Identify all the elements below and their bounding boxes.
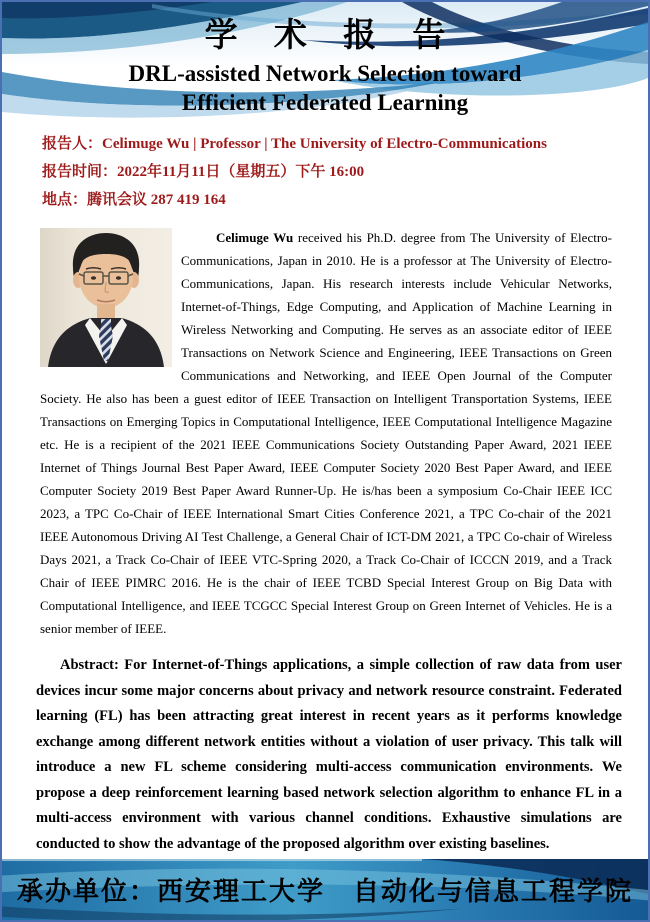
talk-info-block xyxy=(42,130,618,214)
abstract-section xyxy=(36,653,622,857)
time-value: 2022年11月11日（星期五）下午 16:00 xyxy=(117,164,365,180)
speaker-line xyxy=(42,130,618,158)
talk-title-line2: Efficient Federated Learning xyxy=(181,90,469,115)
speaker-label: 报告人： xyxy=(42,136,103,152)
speaker-bio-section xyxy=(40,226,612,640)
speaker-name: Celimuge Wu xyxy=(216,230,294,245)
banner-text-block xyxy=(2,2,648,117)
talk-title-line1: DRL-assisted Network Selection toward xyxy=(128,61,522,86)
bio-text: received his Ph.D. degree from The University of Electro-Communications, Japan in 2010. He is a professor at The University of Electro-Communications, Japan. His research interests include Vehicular Networks, Internet-of-Things, Edge Computing, and Application of Machine Learning in Wireless Networking and Computing. He serves as an associate editor of IEEE Transactions on Network Science and Engineering, IEEE Transactions on Green Communications and Networking, and IEEE Open Journal of the Computer Society. He also has been a guest editor of IEEE Transaction on Intelligent Transportation Systems, IEEE Transactions on Emerging Topics in Computational Intelligence, IEEE Computational Intelligence Magazine etc. He is a recipient of the 2021 IEEE Communications Society Outstanding Paper Award, 2021 IEEE Internet of Things Journal Best Paper Award, IEEE Computer Society 2020 Best Paper Award, and IEEE Computer Society 2019 Best Paper Award Runner-Up. He is/has been a symposium Co-Chair IEEE ICC 2023, a TPC Co-Chair of IEEE International Smart Cities Conference 2021, a TPC Co-chair of the 2021 IEEE Autonomous Driving AI Test Challenge, a General Chair of ICT-DM 2021, a TPC Co-chair of Wireless Days 2021, a Track Co-Chair of IEEE VTC-Spring 2020, a Track Co-Chair of ICCCN 2019, and a Track Chair of IEEE PIMRC 2016. He is the chair of IEEE TCBD Special Interest Group on Big Data with Computational Intelligence, and IEEE TCGCC Special Interest Group on Green Internet of Vehicles. He is a senior member of IEEE. xyxy=(40,230,612,636)
abstract-text: For Internet-of-Things applications, a simple collection of raw data from user devices incur some major concerns about privacy and network resource constraint. Federated learning (FL) has been attracting great interest in recent years as it performs knowledge exchange among different network entities without a violation of user privacy. This talk will introduce a new FL scheme considering multi-access communication environments. We propose a deep reinforcement learning based network selection algorithm to enhance FL in a multi-access environment with various channel conditions. Exhaustive simulations are conducted to show the advantage of the proposed algorithm over existing baselines. xyxy=(36,657,622,852)
venue-label: 地点： xyxy=(42,192,88,208)
page-title-chinese: 学 术 报 告 xyxy=(204,18,460,54)
speaker-photo xyxy=(40,228,172,367)
time-line xyxy=(42,158,618,186)
speaker-value: Celimuge Wu | Professor | The University of Electro-Communications xyxy=(102,136,547,152)
abstract-label: Abstract: xyxy=(60,657,119,673)
top-banner xyxy=(2,2,648,120)
organizer-text: 承办单位：西安理工大学 自动化与信息工程学院 xyxy=(16,876,633,906)
venue-line xyxy=(42,186,618,214)
bottom-banner xyxy=(2,859,648,920)
abstract-paragraph xyxy=(36,653,622,857)
time-label: 报告时间： xyxy=(42,164,118,180)
bio-paragraph xyxy=(40,226,612,640)
venue-value: 腾讯会议 287 419 164 xyxy=(87,192,226,208)
portrait-illustration xyxy=(40,228,172,367)
